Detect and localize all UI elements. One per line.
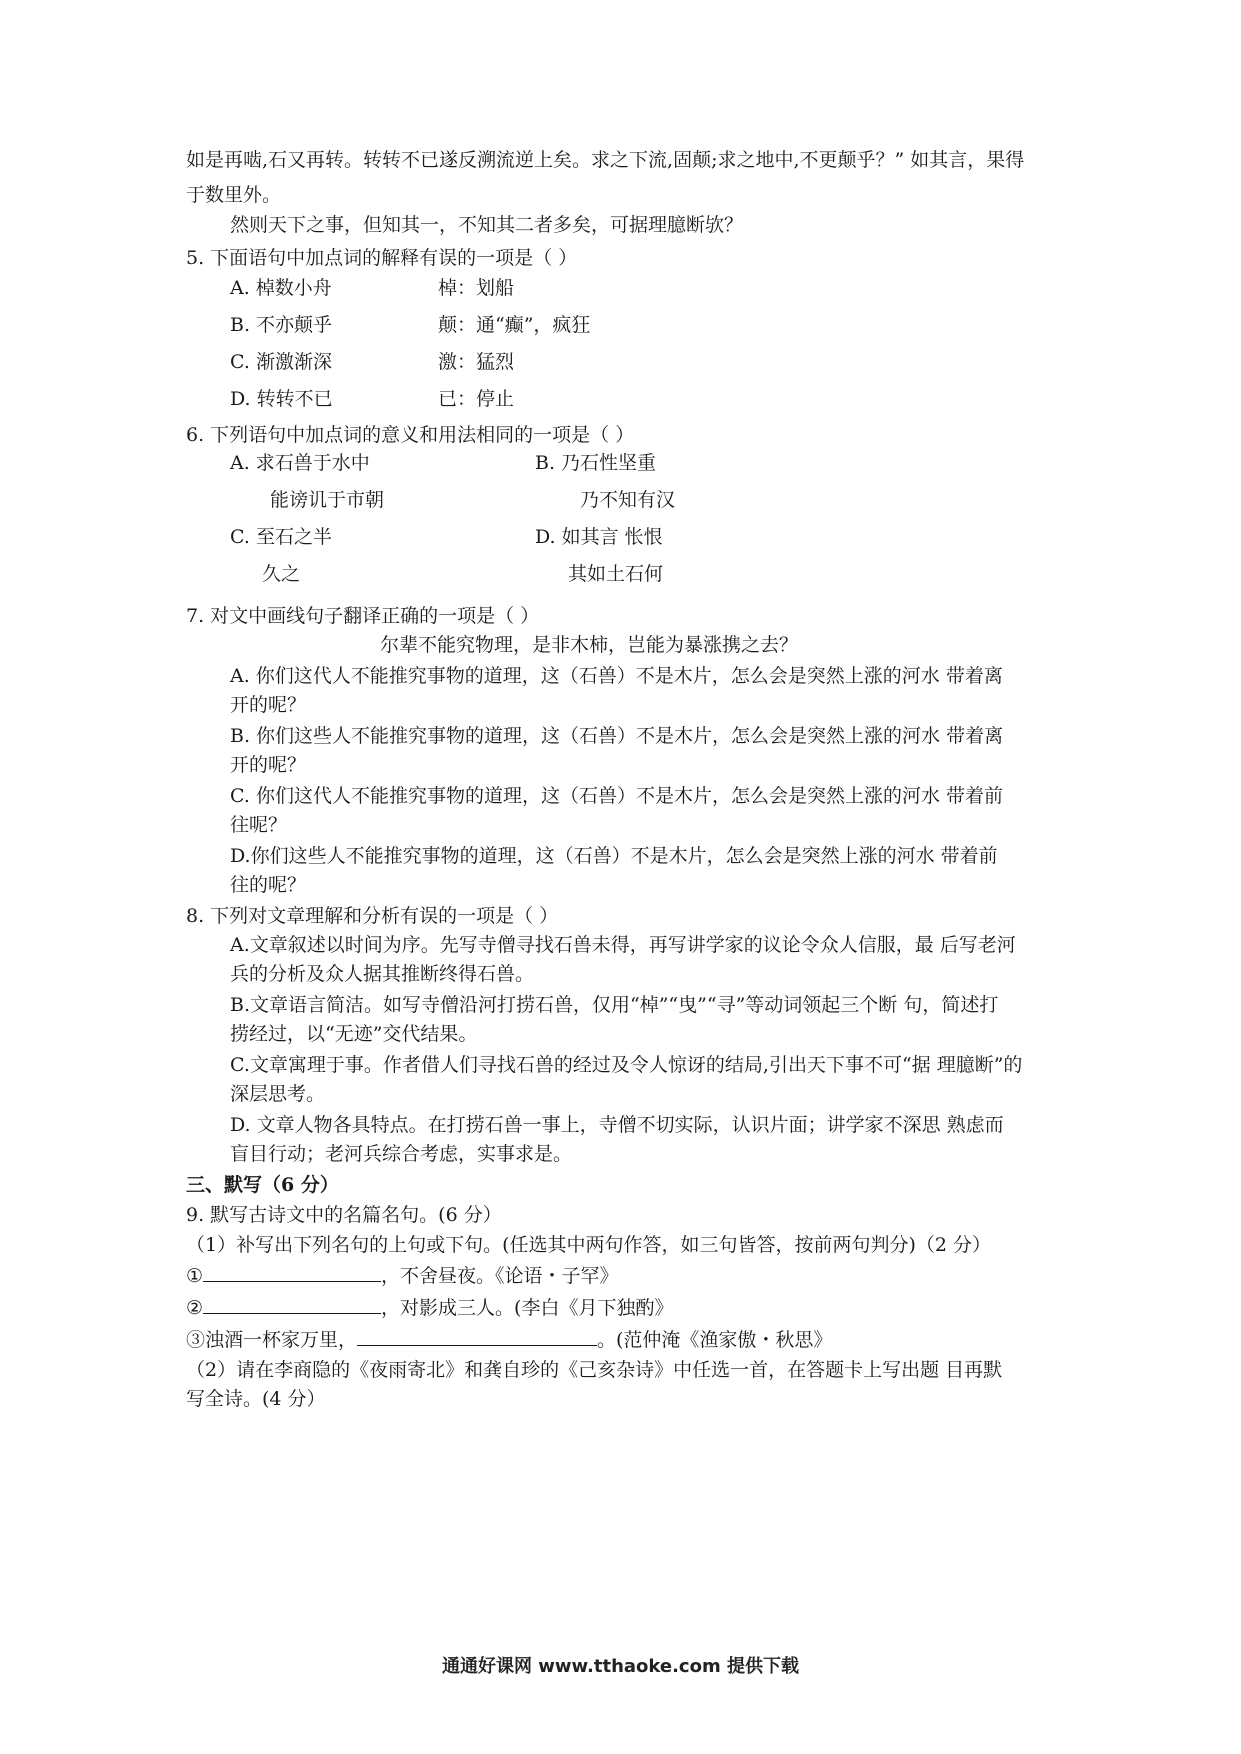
q5-option-c: C. 渐激渐深 — [230, 351, 332, 373]
q6-option-b-1: B. 乃石性坚重 — [535, 452, 657, 474]
q9-item-3-blank[interactable] — [357, 1325, 597, 1346]
q9-item-3-prefix: ③浊酒一杯家万里， — [186, 1329, 358, 1351]
q7-option-a-line-1: A. 你们这代人不能推究事物的道理，这（石兽）不是木片，怎么会是突然上涨的河水 带着离 — [230, 665, 1003, 687]
q6-option-c-1: C. 至石之半 — [230, 526, 332, 548]
q9-item-2-text: ，对影成三人。(李白《月下独酌》 — [381, 1297, 674, 1319]
passage-line-1: 如是再啮,石又再转。转转不已遂反溯流逆上矣。求之下流,固颠;求之地中,不更颠乎？” 如其言，果得 — [186, 149, 1025, 171]
q9-item-1 — [186, 1261, 619, 1289]
section-3-title: 三、默写（6 分） — [186, 1174, 339, 1196]
passage-line-3: 然则天下之事，但知其一，不知其二者多矣，可据理臆断欤？ — [230, 214, 744, 236]
q9-part-2-line-2: 写全诗。(4 分） — [186, 1388, 326, 1410]
q8-option-d-line-1: D. 文章人物各具特点。在打捞石兽一事上，寺僧不切实际，认识片面；讲学家不深思 熟虑而 — [230, 1114, 1004, 1136]
q9-item-1-blank[interactable] — [203, 1261, 381, 1282]
q8-stem: 8. 下列对文章理解和分析有误的一项是（ ） — [186, 905, 559, 927]
q7-option-c-line-1: C. 你们这代人不能推究事物的道理，这（石兽）不是木片，怎么会是突然上涨的河水 带着前 — [230, 785, 1003, 807]
q5-option-b-explain: 颠：通“癫”，疯狂 — [438, 314, 591, 336]
q9-part-1-instructions: （1）补写出下列名句的上句或下句。(任选其中两句作答，如三句皆答，按前两句判分)（2 分） — [186, 1234, 992, 1256]
q5-option-d-explain: 已：停止 — [438, 388, 515, 410]
q8-option-c-line-2: 深层思考。 — [230, 1083, 326, 1105]
q5-option-a-explain: 棹：划船 — [438, 277, 515, 299]
q8-option-b-line-1: B.文章语言简洁。如写寺僧沿河打捞石兽，仅用“棹”“曳”“寻”等动词领起三个断 句，简述打 — [230, 994, 999, 1016]
q6-stem: 6. 下列语句中加点词的意义和用法相同的一项是（ ） — [186, 424, 635, 446]
q7-underlined-sentence: 尔辈不能究物理，是非木柿，岂能为暴涨携之去？ — [380, 634, 799, 656]
q6-option-c-2: 久之 — [262, 563, 301, 585]
q9-part-2-line-1: （2）请在李商隐的《夜雨寄北》和龚自珍的《己亥杂诗》中任选一首，在答题卡上写出题 目再默 — [186, 1359, 1003, 1381]
q9-item-2 — [186, 1293, 673, 1321]
q7-option-b-line-1: B. 你们这些人不能推究事物的道理，这（石兽）不是木片，怎么会是突然上涨的河水 带着离 — [230, 725, 1004, 747]
q9-item-1-mark: ① — [186, 1265, 204, 1287]
q8-option-d-line-2: 盲目行动；老河兵综合考虑，实事求是。 — [230, 1143, 573, 1165]
q7-option-d-line-2: 往的呢？ — [230, 874, 307, 896]
q9-item-1-text: ，不舍昼夜。《论语・子罕》 — [381, 1265, 619, 1287]
q8-option-a-line-1: A.文章叙述以时间为序。先写寺僧寻找石兽未得，再写讲学家的议论令众人信服，最 后写老河 — [230, 934, 1016, 956]
q6-option-d-2: 其如土石何 — [568, 563, 664, 585]
q6-option-d-1: D. 如其言 怅恨 — [535, 526, 663, 548]
q9-item-2-blank[interactable] — [203, 1293, 381, 1314]
q7-option-d-line-1: D.你们这些人不能推究事物的道理，这（石兽）不是木片，怎么会是突然上涨的河水 带着前 — [230, 845, 998, 867]
q6-option-b-2: 乃不知有汉 — [580, 489, 676, 511]
q7-option-b-line-2: 开的呢？ — [230, 754, 307, 776]
q9-item-3-text: 。(范仲淹《渔家傲・秋思》 — [597, 1329, 833, 1351]
q6-option-a-1: A. 求石兽于水中 — [230, 452, 370, 474]
q7-stem: 7. 对文中画线句子翻译正确的一项是（ ） — [186, 605, 540, 627]
q7-option-a-line-2: 开的呢？ — [230, 694, 307, 716]
footer-source: 通通好课网 www.tthaoke.com 提供下载 — [442, 1656, 799, 1677]
q9-item-3 — [186, 1325, 832, 1353]
q6-option-a-2: 能谤讥于市朝 — [270, 489, 385, 511]
q5-option-a: A. 棹数小舟 — [230, 277, 332, 299]
q5-option-c-explain: 激：猛烈 — [438, 351, 515, 373]
q5-option-b: B. 不亦颠乎 — [230, 314, 333, 336]
q5-stem: 5. 下面语句中加点词的解释有误的一项是（ ） — [186, 247, 578, 269]
q5-option-d: D. 转转不已 — [230, 388, 333, 410]
q8-option-a-line-2: 兵的分析及众人据其推断终得石兽。 — [230, 963, 535, 985]
q9-stem: 9. 默写古诗文中的名篇名句。(6 分） — [186, 1204, 502, 1226]
q9-item-2-mark: ② — [186, 1297, 204, 1319]
q8-option-c-line-1: C.文章寓理于事。作者借人们寻找石兽的经过及令人惊讶的结局,引出天下事不可“据 理臆断”的 — [230, 1054, 1023, 1076]
q7-option-c-line-2: 往呢？ — [230, 814, 288, 836]
passage-line-2: 于数里外。 — [186, 184, 282, 206]
q8-option-b-line-2: 捞经过，以“无迹”交代结果。 — [230, 1023, 478, 1045]
